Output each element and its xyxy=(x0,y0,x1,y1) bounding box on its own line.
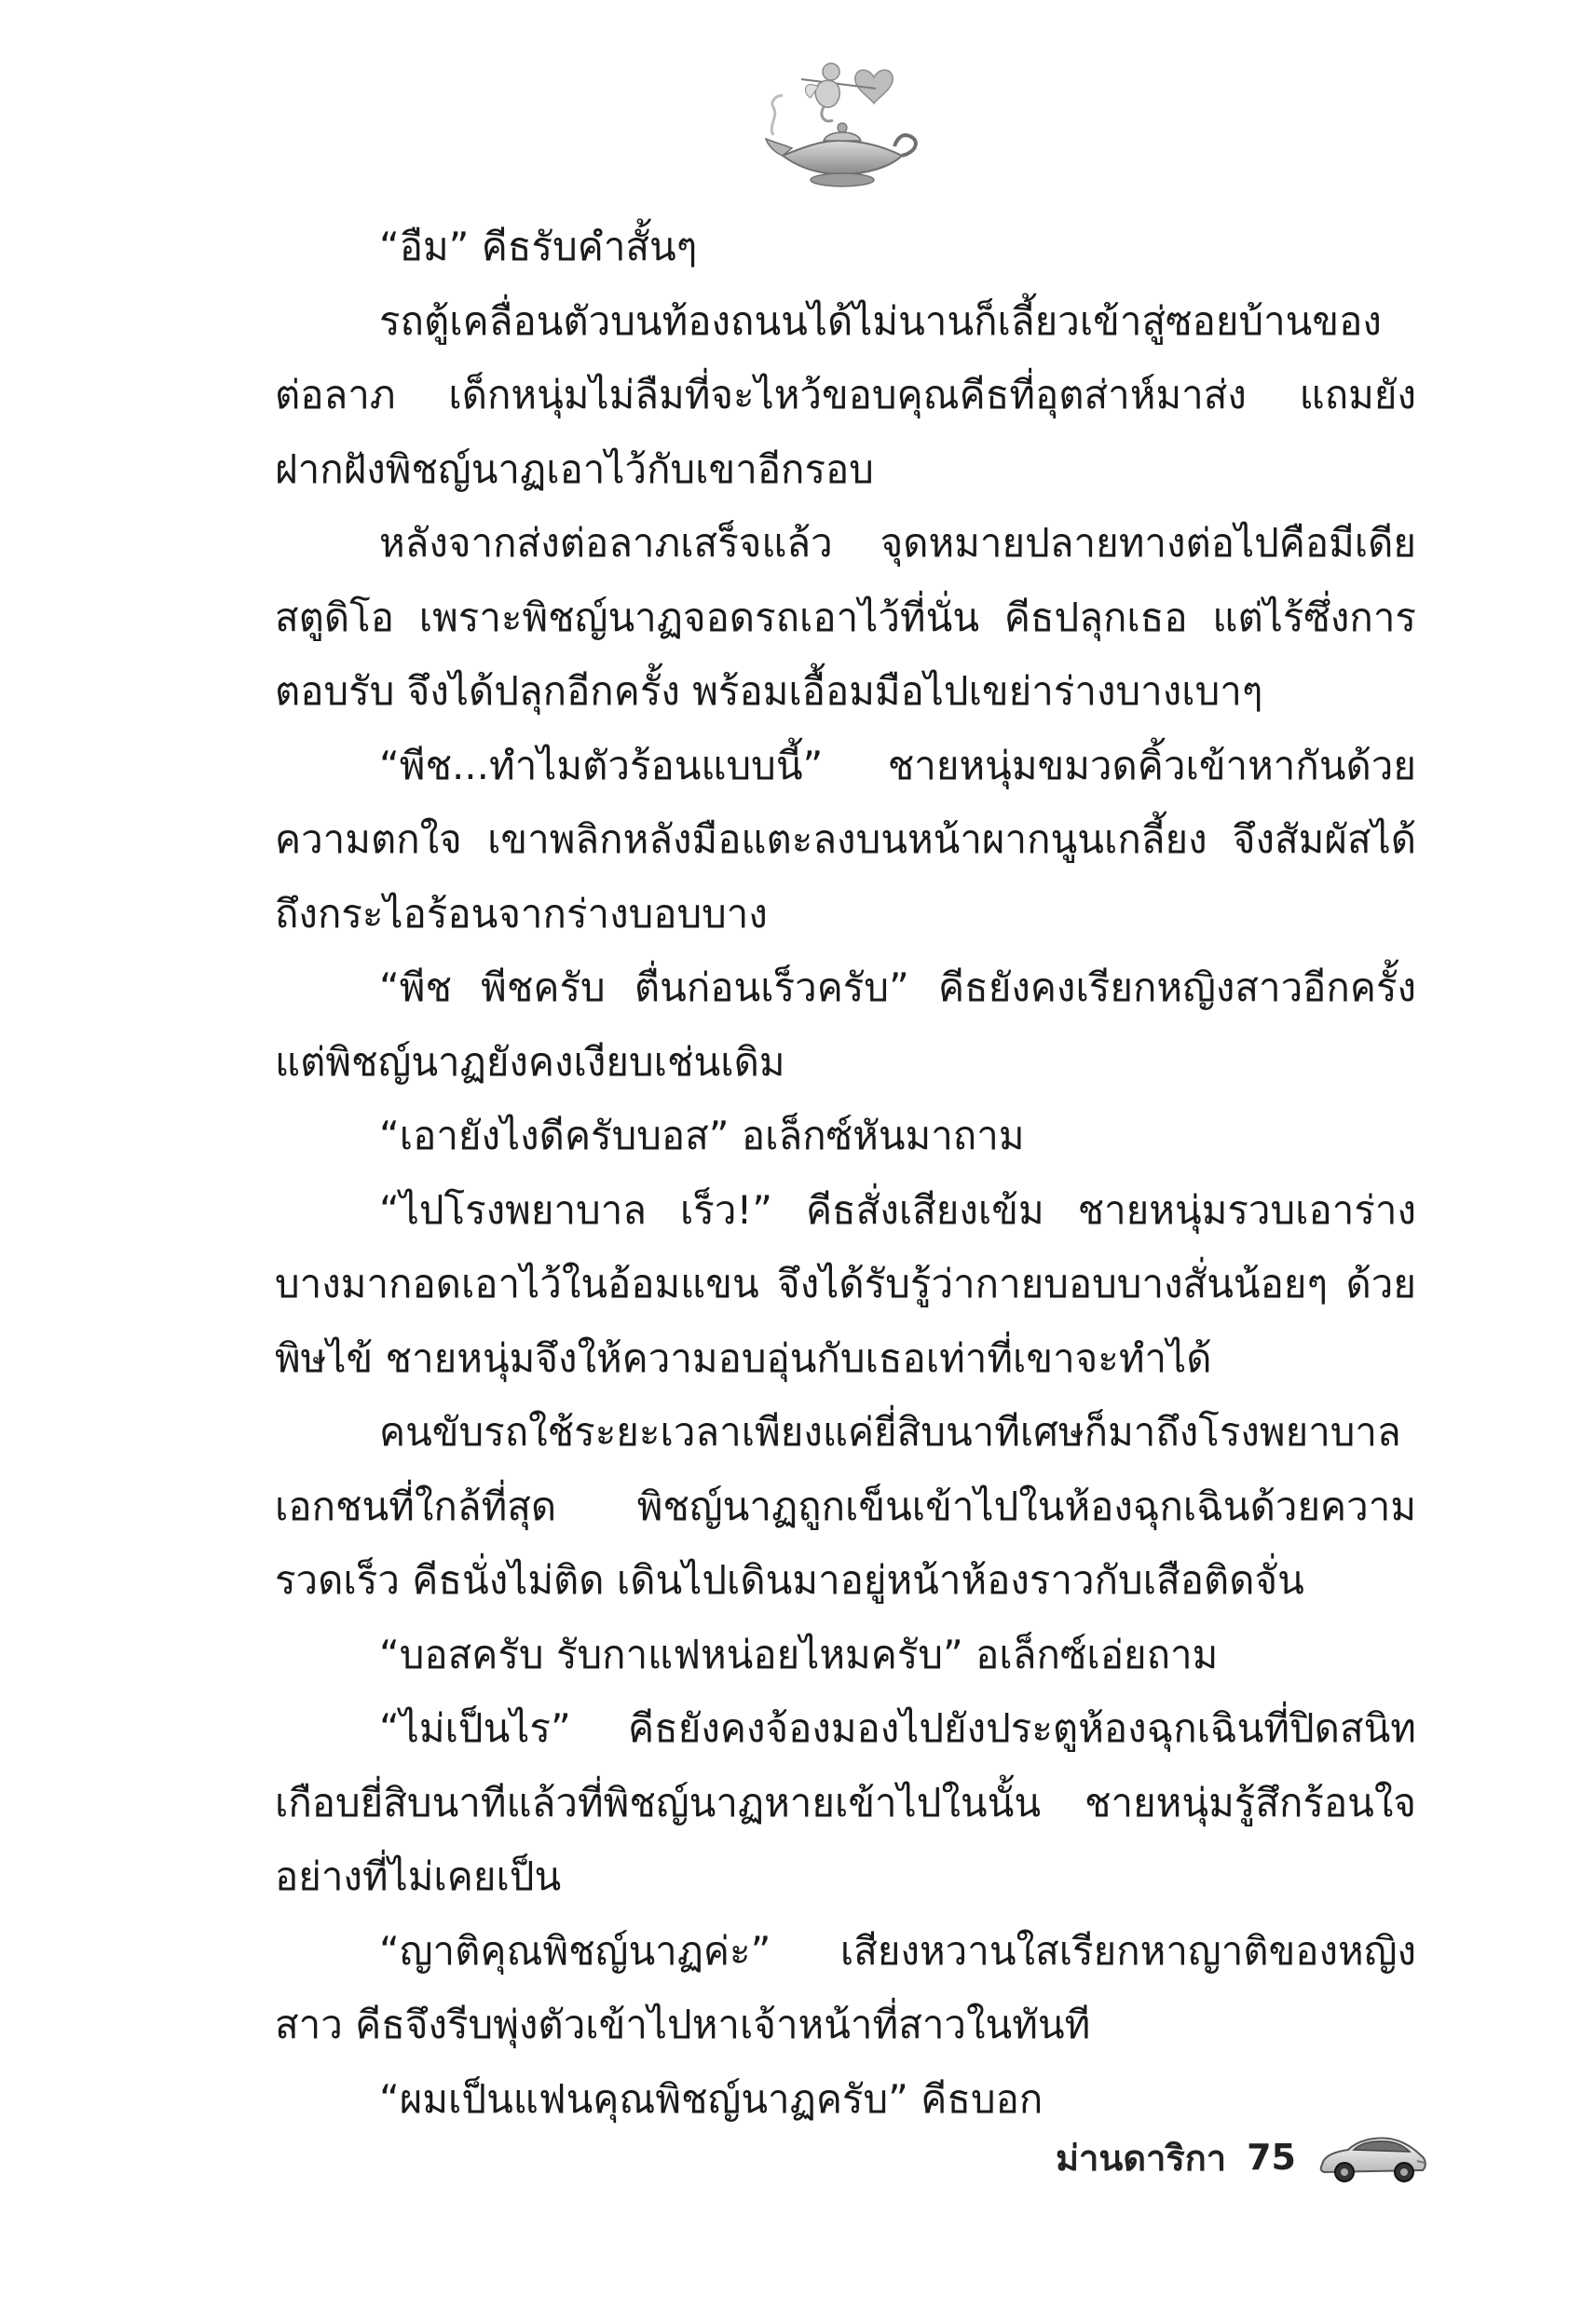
paragraph: คนขับรถใช้ระยะเวลาเพียงแค่ยี่สิบนาทีเศษก็มาถึงโรงพยาบาลเอกชนที่ใกล้ที่สุด พิชญ์นาฏถูกเข็นเข้าไปในห้องฉุกเฉินด้วยความรวดเร็ว คีธนั่งไม่ติด เดินไปเดินมาอยู่หน้าห้องราวกับเสือติดจั่น xyxy=(275,1409,1416,1603)
magic-lamp-cupid-icon xyxy=(764,51,922,191)
paragraph: “ไปโรงพยาบาล เร็ว!” คีธสั่งเสียงเข้ม ชายหนุ่มรวบเอาร่างบางมากอดเอาไว้ในอ้อมแขน จึงได้รับรู้ว่ากายบอบบางสั่นน้อยๆ ด้วยพิษไข้ ชายหนุ่มจึงให้ความอบอุ่นกับเธอเท่าที่เขาจะทำได้ xyxy=(275,1186,1416,1381)
paragraph: “บอสครับ รับกาแฟหน่อยไหมครับ” อเล็กซ์เอ่ยถาม xyxy=(379,1631,1219,1677)
paragraph: “ญาติคุณพิชญ์นาฏค่ะ” เสียงหวานใสเรียกหาญาติของหญิงสาว คีธจึงรีบพุ่งตัวเข้าไปหาเจ้าหน้าที่สาวในทันที xyxy=(275,1927,1416,2047)
sports-car-icon xyxy=(1316,2127,1428,2187)
paragraph: “อืม” คีธรับคำสั้นๆ xyxy=(379,224,698,269)
paragraph: รถตู้เคลื่อนตัวบนท้องถนนได้ไม่นานก็เลี้ยวเข้าสู่ซอยบ้านของต่อลาภ เด็กหนุ่มไม่ลืมที่จะไหว้ขอบคุณคีธที่อุตส่าห์มาส่ง แถมยังฝากฝังพิชญ์นาฏเอาไว้กับเขาอีกรอบ xyxy=(275,297,1416,492)
book-title: ม่านดาริกา xyxy=(1055,2137,1227,2179)
paragraph: “พีช...ทำไมตัวร้อนแบบนี้” ชายหนุ่มขมวดคิ้วเข้าหากันด้วยความตกใจ เขาพลิกหลังมือแตะลงบนหน้าผากนูนเกลี้ยง จึงสัมผัสได้ถึงกระไอร้อนจากร่างบอบบาง xyxy=(275,742,1416,937)
paragraph: “ผมเป็นแฟนคุณพิชญ์นาฏครับ” คีธบอก xyxy=(379,2075,1044,2122)
page-number: 75 xyxy=(1247,2137,1296,2178)
page-footer xyxy=(1056,2125,1428,2190)
paragraph: “พีช พีชครับ ตื่นก่อนเร็วครับ” คีธยังคงเรียกหญิงสาวอีกครั้ง แต่พิชญ์นาฏยังคงเงียบเช่นเดิม xyxy=(275,964,1416,1085)
paragraph: “เอายังไงดีครับบอส” อเล็กซ์หันมาถาม xyxy=(379,1113,1025,1158)
paragraph: หลังจากส่งต่อลาภเสร็จแล้ว จุดหมายปลายทางต่อไปคือมีเดียสตูดิโอ เพราะพิชญ์นาฏจอดรถเอาไว้ที่นั่น คีธปลุกเธอ แต่ไร้ซึ่งการตอบรับ จึงได้ปลุกอีกครั้ง พร้อมเอื้อมมือไปเขย่าร่างบางเบาๆ xyxy=(275,520,1416,714)
paragraph: “ไม่เป็นไร” คีธยังคงจ้องมองไปยังประตูห้องฉุกเฉินที่ปิดสนิทเกือบยี่สิบนาทีแล้วที่พิชญ์นาฏหายเข้าไปในนั้น ชายหนุ่มรู้สึกร้อนใจอย่างที่ไม่เคยเป็น xyxy=(275,1705,1416,1899)
main-text xyxy=(275,210,1416,2136)
